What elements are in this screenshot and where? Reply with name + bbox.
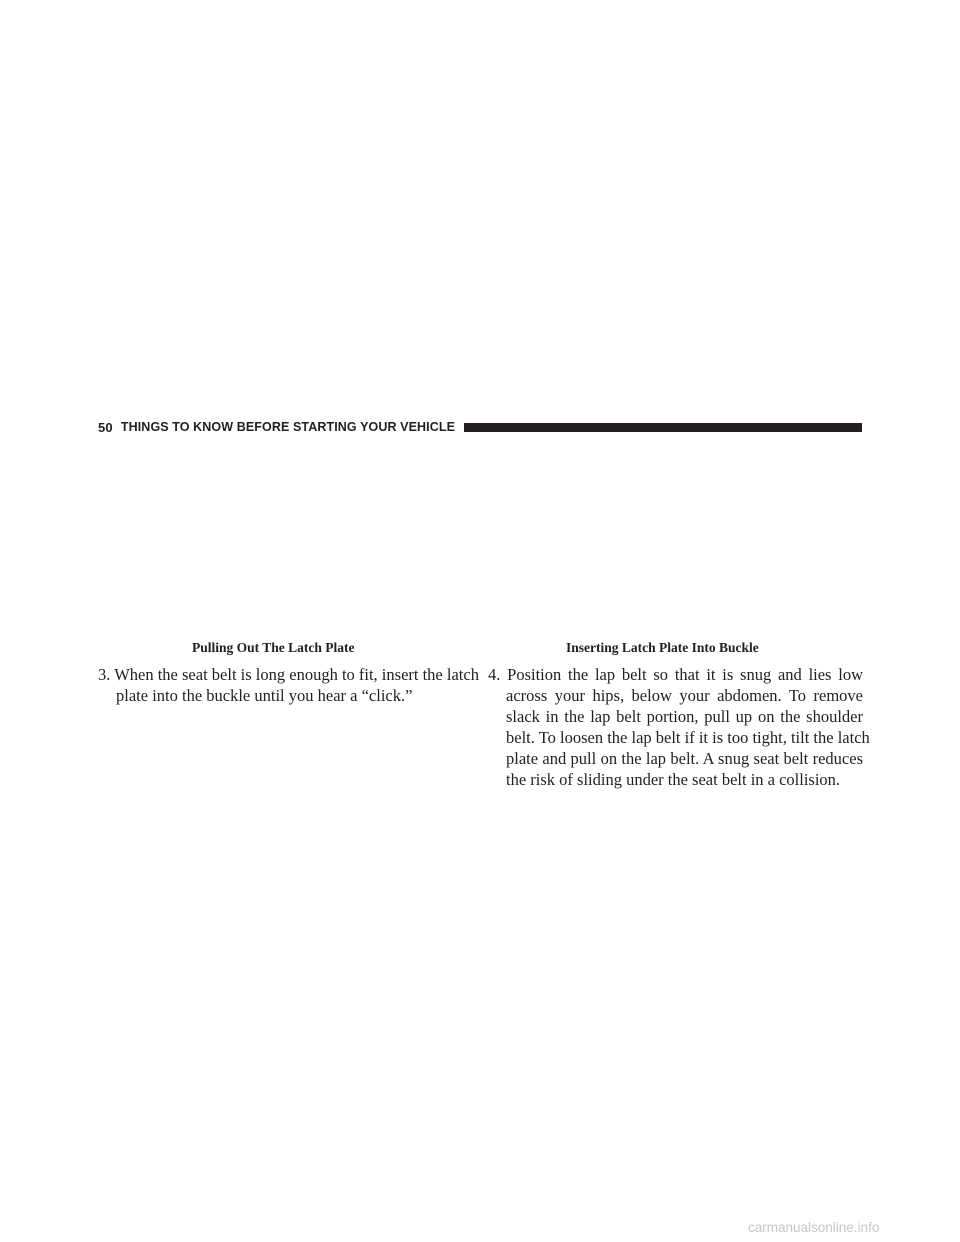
step-3-line: plate into the buckle until you hear a “click.”	[116, 686, 413, 705]
step-4-line: 4. Position the lap belt so that it is snug and lies low	[488, 665, 863, 684]
figure-caption-inserting-latch-plate: Inserting Latch Plate Into Buckle	[566, 640, 759, 655]
step-4	[488, 664, 870, 790]
header-rule	[464, 423, 862, 432]
figure-caption-pulling-latch-plate: Pulling Out The Latch Plate	[192, 640, 355, 655]
step-4-line: across your hips, below your abdomen. To remove	[506, 686, 863, 705]
section-title: THINGS TO KNOW BEFORE STARTING YOUR VEHICLE	[120, 420, 456, 434]
step-4-line: the risk of sliding under the seat belt in a collision.	[506, 770, 841, 789]
step-3-line: 3. When the seat belt is long enough to fit, insert the latch	[98, 665, 479, 684]
watermark: carmanualsonline.info	[748, 1220, 880, 1235]
page-header	[98, 418, 862, 436]
step-4-line: plate and pull on the lap belt. A snug seat belt reduces	[506, 749, 863, 768]
step-3	[98, 664, 478, 706]
page-number: 50	[98, 419, 113, 435]
step-4-line: slack in the lap belt portion, pull up on the shoulder	[506, 707, 863, 726]
step-4-line: belt. To loosen the lap belt if it is too tight, tilt the latch	[506, 728, 870, 747]
